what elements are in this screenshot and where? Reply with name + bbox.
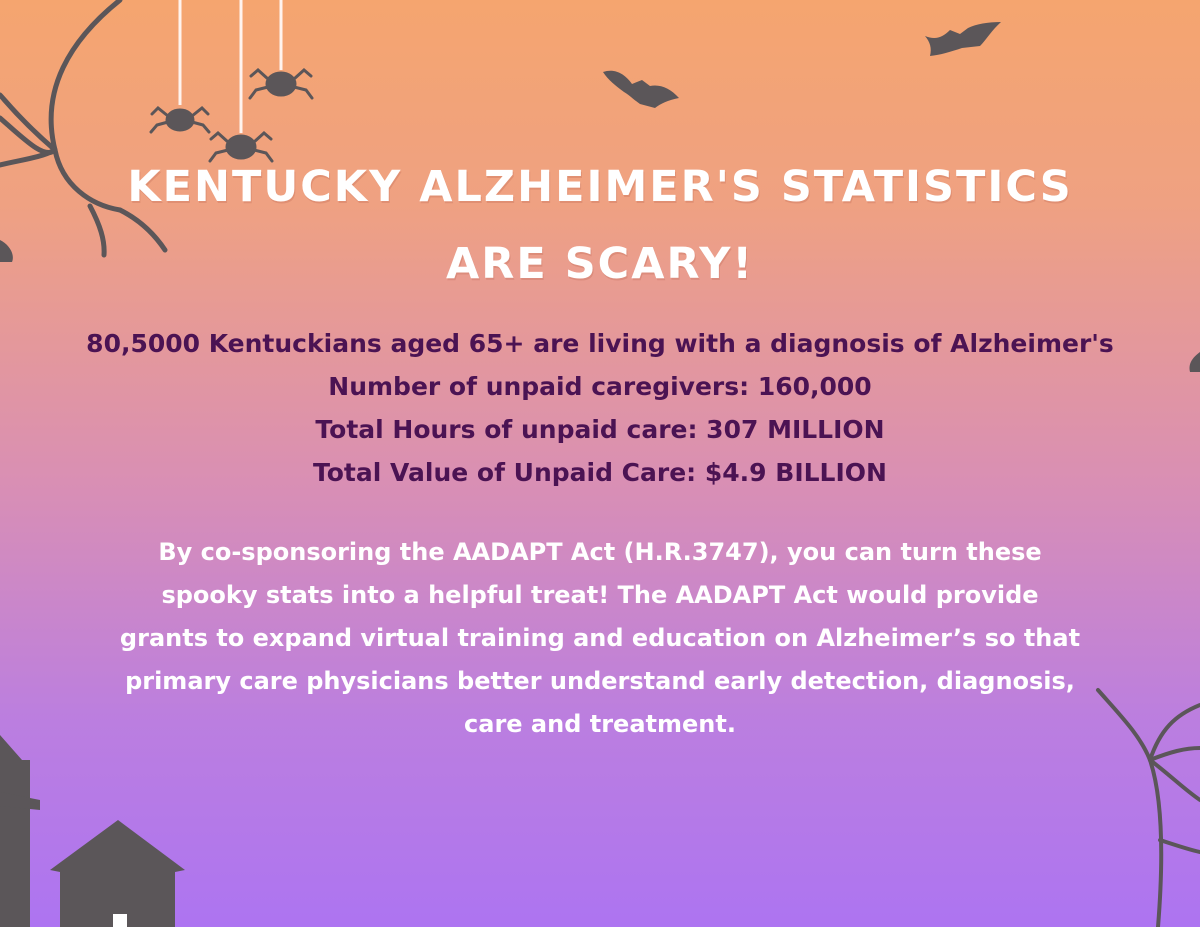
- spider-threads: [180, 0, 281, 133]
- house-window: [113, 914, 127, 927]
- poster-title-line-1: KENTUCKY ALZHEIMER'S STATISTICS: [127, 162, 1073, 212]
- stat-unpaid-care-value: Total Value of Unpaid Care: $4.9 BILLION: [313, 458, 887, 487]
- paragraph-line: primary care physicians better understand early detection, diagnosis,: [125, 667, 1075, 695]
- poster-title-line-2: ARE SCARY!: [445, 239, 755, 289]
- spider-icon: [151, 108, 209, 132]
- paragraph-line: care and treatment.: [464, 710, 736, 738]
- advocacy-paragraph: [100, 531, 1100, 746]
- bat-icon: [603, 71, 679, 108]
- spider-icon: [210, 133, 272, 161]
- stat-unpaid-care-hours: Total Hours of unpaid care: 307 MILLION: [315, 415, 885, 444]
- statistics-list: [0, 322, 1200, 494]
- stat-unpaid-caregivers: Number of unpaid caregivers: 160,000: [328, 372, 872, 401]
- paragraph-line: spooky stats into a helpful treat! The AADAPT Act would provide: [161, 581, 1039, 609]
- spider-icon: [250, 70, 312, 98]
- paragraph-line: By co-sponsoring the AADAPT Act (H.R.3747), you can turn these: [158, 538, 1042, 566]
- tree-branch-bottom-right: [1098, 690, 1200, 927]
- haunted-house: [0, 735, 185, 927]
- bat-icon: [925, 22, 1001, 56]
- stat-alzheimers-count: 80,5000 Kentuckians aged 65+ are living with a diagnosis of Alzheimer's: [86, 329, 1114, 358]
- paragraph-line: grants to expand virtual training and education on Alzheimer’s so that: [119, 624, 1081, 652]
- tree-branch-top-left: [0, 0, 165, 255]
